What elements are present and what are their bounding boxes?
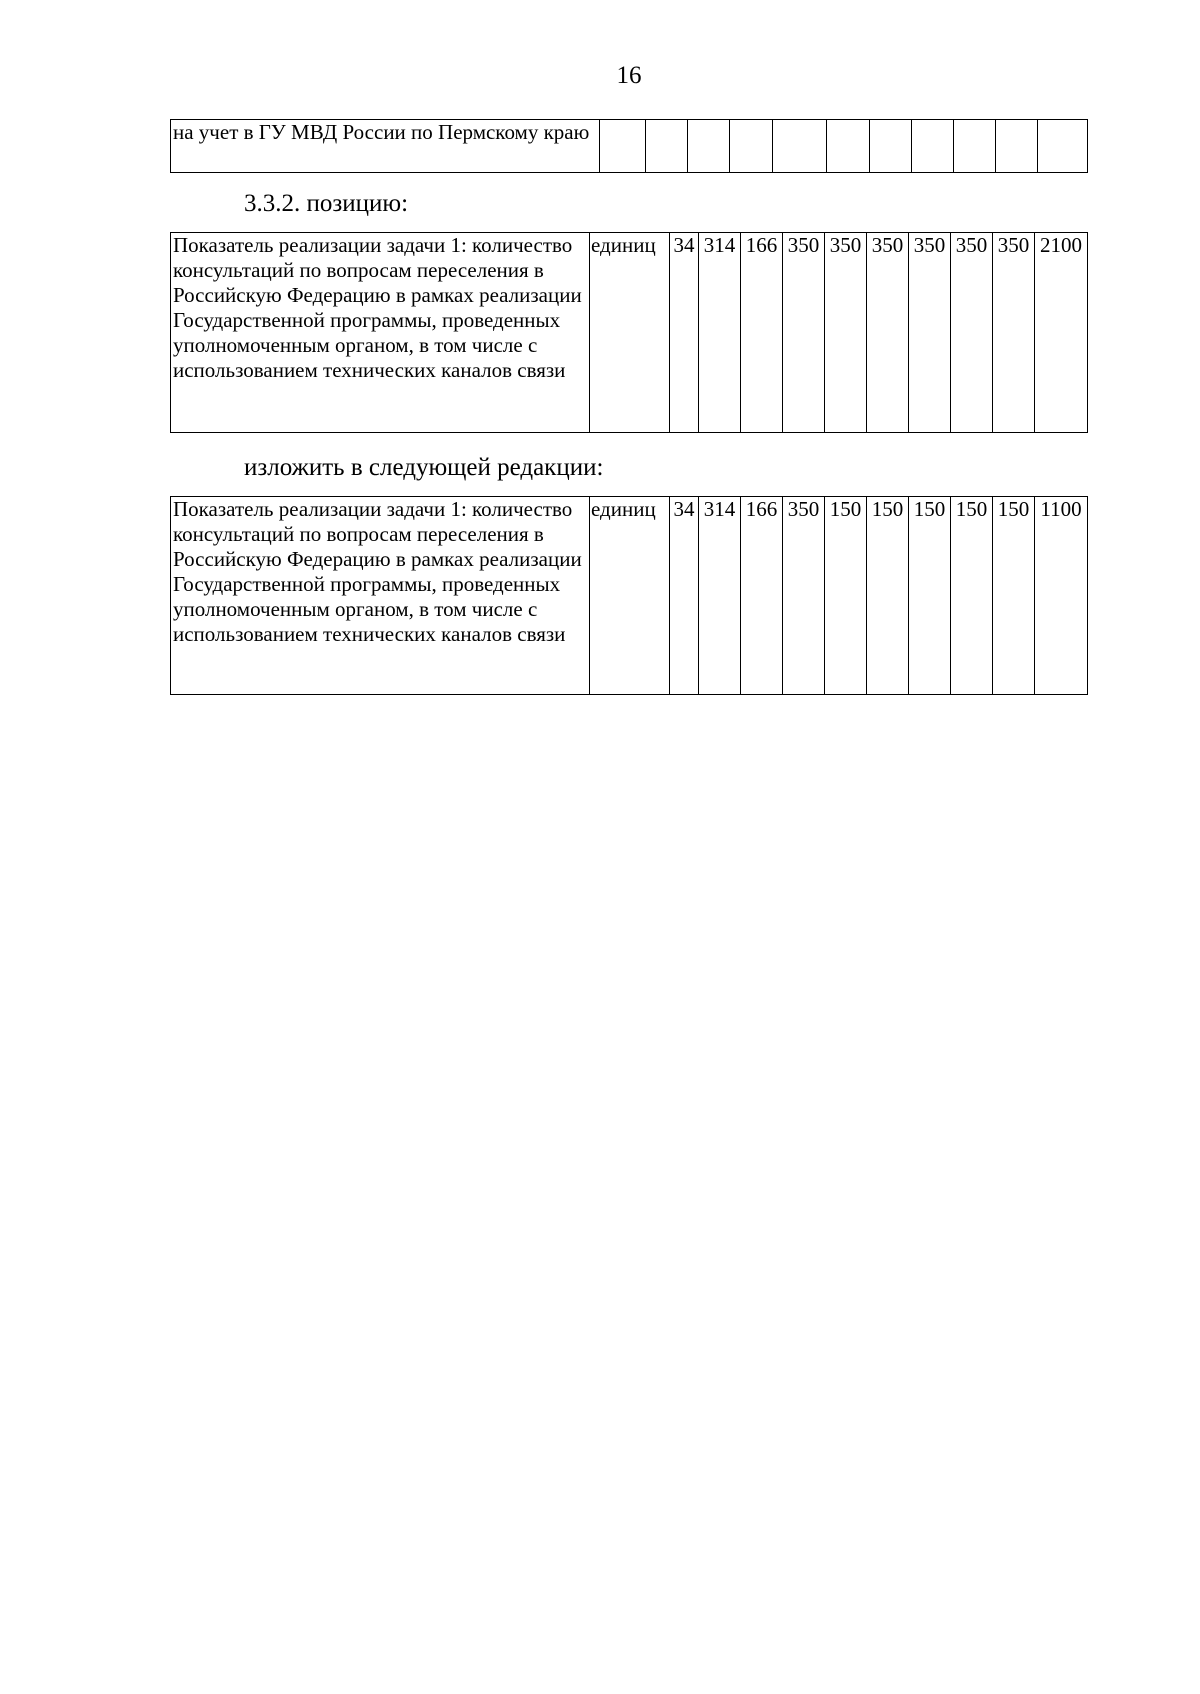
- value-cell: 166: [741, 497, 783, 695]
- value-cell: 34: [670, 497, 699, 695]
- table-cell: [600, 120, 646, 173]
- value-cell: 350: [783, 233, 825, 433]
- indicator-description: Показатель реализации задачи 1: количество консультаций по вопросам переселения в Российскую Федерацию в рамках реализации Государственной программы, проведенных уполномоченным органом, в том числе с использованием технических каналов связи: [171, 497, 590, 695]
- value-cell: 166: [741, 233, 783, 433]
- table-cell: [688, 120, 730, 173]
- value-cell: 150: [909, 497, 951, 695]
- unit-cell: единиц: [590, 497, 670, 695]
- table-cell: [912, 120, 954, 173]
- value-cell-total: 2100: [1035, 233, 1088, 433]
- table-cell: [996, 120, 1038, 173]
- value-cell: 350: [951, 233, 993, 433]
- value-cell: 350: [993, 233, 1035, 433]
- page-number: 16: [616, 62, 642, 89]
- value-cell: 34: [670, 233, 699, 433]
- value-cell: 150: [867, 497, 909, 695]
- indicator-description: на учет в ГУ МВД России по Пермскому краю: [171, 120, 600, 173]
- value-cell: 314: [699, 233, 741, 433]
- table-cell: [1038, 120, 1088, 173]
- table-cell: [827, 120, 870, 173]
- section-heading-position: 3.3.2. позицию:: [244, 190, 409, 217]
- value-cell: 350: [783, 497, 825, 695]
- value-cell: 150: [825, 497, 867, 695]
- value-cell: 150: [951, 497, 993, 695]
- value-cell: 150: [993, 497, 1035, 695]
- value-cell: 350: [909, 233, 951, 433]
- table-cell: [870, 120, 912, 173]
- table-cell: [730, 120, 773, 173]
- table-cell: [646, 120, 688, 173]
- table-old-version: [170, 232, 1088, 433]
- unit-cell: единиц: [590, 233, 670, 433]
- section-heading-new-edition: изложить в следующей редакции:: [244, 454, 604, 481]
- table-continuation: [170, 119, 1088, 173]
- value-cell-total: 1100: [1035, 497, 1088, 695]
- indicator-description: Показатель реализации задачи 1: количество консультаций по вопросам переселения в Российскую Федерацию в рамках реализации Государственной программы, проведенных уполномоченным органом, в том числе с использованием технических каналов связи: [171, 233, 590, 433]
- table-row: [171, 120, 1088, 173]
- value-cell: 350: [825, 233, 867, 433]
- table-row: [171, 233, 1088, 433]
- table-cell: [954, 120, 996, 173]
- table-cell: [773, 120, 827, 173]
- table-row: [171, 497, 1088, 695]
- value-cell: 314: [699, 497, 741, 695]
- value-cell: 350: [867, 233, 909, 433]
- table-new-version: [170, 496, 1088, 695]
